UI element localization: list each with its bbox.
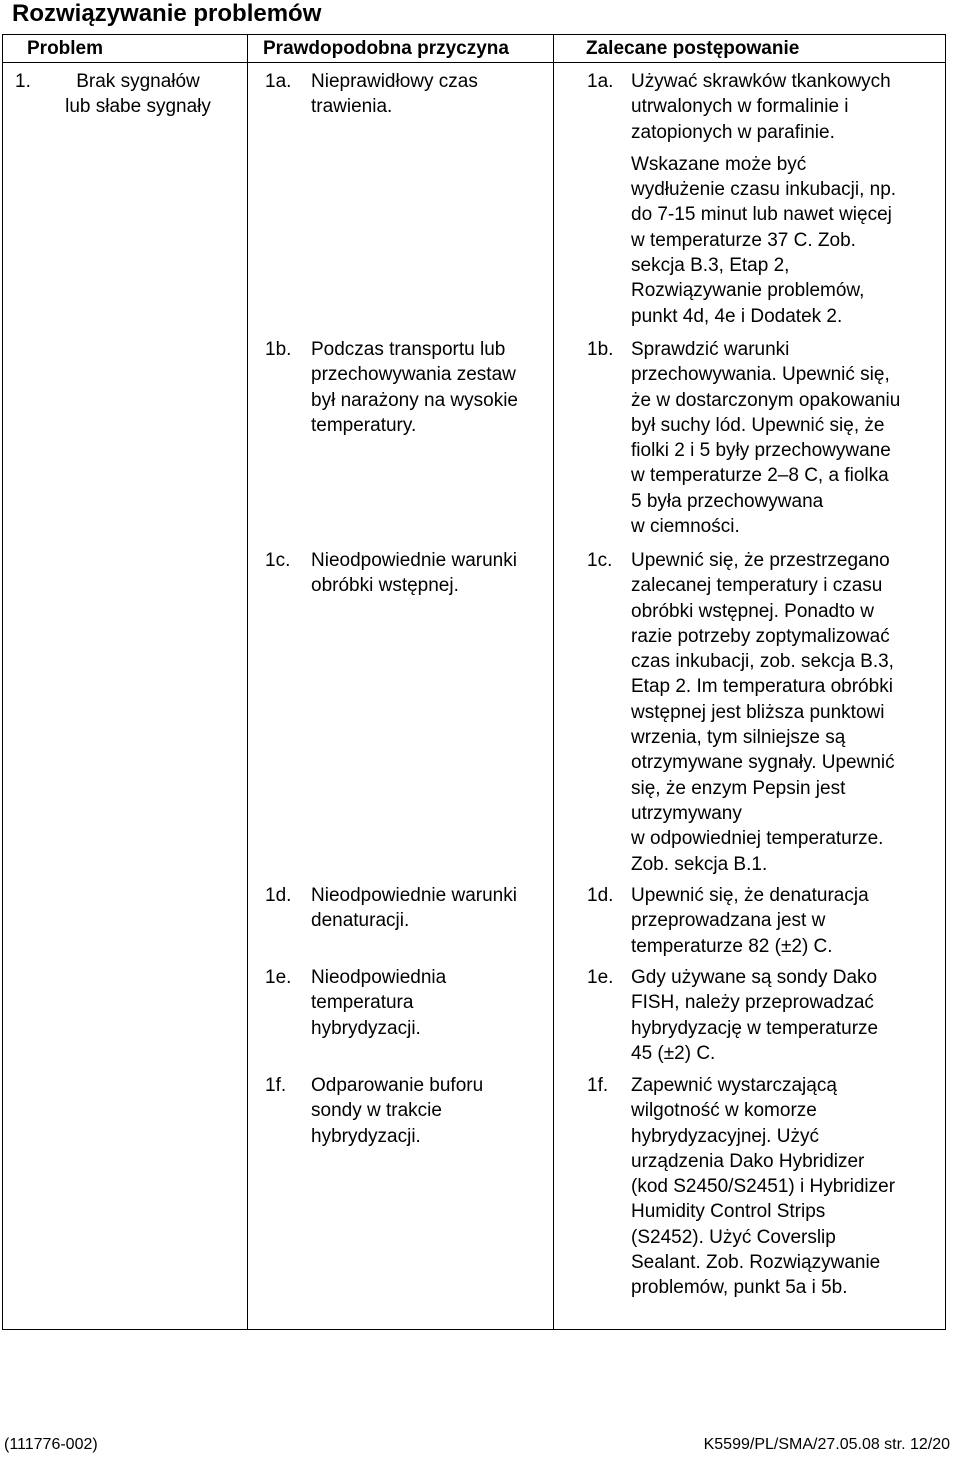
cause-line: temperatury.	[311, 414, 417, 436]
problem-line: Brak sygnałów	[76, 71, 200, 92]
action-line: się, że enzym Pepsin jest	[631, 777, 846, 799]
action-line: Upewnić się, że przestrzegano	[631, 550, 890, 571]
action-line: Wskazane może być	[631, 153, 807, 175]
action-line: zalecanej temperatury i czasu	[631, 575, 883, 597]
action-line: czas inkubacji, zob. sekcja B.3,	[631, 651, 894, 673]
header-problem: Problem	[27, 38, 104, 59]
action-line: do 7-15 minut lub nawet więcej	[631, 204, 892, 226]
action-line: (S2452). Użyć Coverslip	[631, 1226, 836, 1248]
action-line: w odpowiedniej temperaturze.	[631, 828, 884, 850]
action-line: wydłużenie czasu inkubacji, np.	[631, 179, 897, 201]
action-line: Zob. sekcja B.1.	[631, 853, 768, 875]
action-line: razie potrzeby zoptymalizować	[631, 625, 890, 647]
action-number: 1a.	[587, 71, 614, 92]
action-line: hybrydyzację w temperaturze	[631, 1017, 879, 1039]
action-line: obróbki wstępnej. Ponadto w	[631, 600, 874, 622]
column-divider	[553, 35, 554, 1329]
cause-line: był narażony na wysokie	[311, 389, 518, 411]
cause-number: 1f.	[265, 1075, 287, 1096]
action-line: przechowywania. Upewnić się,	[631, 364, 890, 386]
cause-line: obróbki wstępnej.	[311, 575, 459, 597]
action-number: 1f.	[587, 1075, 609, 1096]
cause-number: 1b.	[265, 339, 292, 360]
action-line: otrzymywane sygnały. Upewnić	[631, 752, 895, 774]
action-line: Zapewnić wystarczającą	[631, 1075, 837, 1096]
action-line: Sprawdzić warunki	[631, 339, 790, 360]
action-line: był suchy lód. Upewnić się, że	[631, 414, 885, 436]
action-line: FISH, należy przeprowadzać	[631, 992, 874, 1014]
problem-line: lub słabe sygnały	[65, 96, 211, 118]
action-line: Gdy używane są sondy Dako	[631, 967, 878, 988]
action-line: w ciemności.	[631, 516, 740, 538]
cause-line: Nieodpowiednie warunki	[311, 885, 517, 906]
action-line: utrzymywany	[631, 802, 742, 824]
action-line: że w dostarczonym opakowaniu	[631, 389, 901, 411]
action-line: 5 była przechowywana	[631, 490, 824, 512]
action-line: przeprowadzana jest w	[631, 910, 826, 932]
action-line: problemów, punkt 5a i 5b.	[631, 1277, 848, 1299]
cause-line: Nieprawidłowy czas	[311, 71, 478, 92]
cause-number: 1d.	[265, 885, 292, 906]
action-line: Humidity Control Strips	[631, 1201, 826, 1223]
action-line: punkt 4d, 4e i Dodatek 2.	[631, 305, 843, 327]
troubleshooting-table	[2, 34, 946, 1330]
action-line: fiolki 2 i 5 były przechowywane	[631, 440, 891, 462]
action-line: Rozwiązywanie problemów,	[631, 280, 865, 302]
action-number: 1b.	[587, 339, 614, 360]
header-cause: Prawdopodobna przyczyna	[263, 38, 509, 59]
action-number: 1d.	[587, 885, 614, 906]
cause-number: 1c.	[265, 550, 291, 571]
cause-line: przechowywania zestaw	[311, 364, 516, 386]
action-line: wilgotność w komorze	[631, 1100, 817, 1122]
cause-line: hybrydyzacji.	[311, 1125, 421, 1147]
cause-line: Nieodpowiednie warunki	[311, 550, 517, 571]
action-number: 1e.	[587, 967, 614, 988]
cause-line: denaturacji.	[311, 910, 410, 932]
header-action: Zalecane postępowanie	[586, 38, 800, 59]
cause-line: hybrydyzacji.	[311, 1017, 421, 1039]
action-line: Upewnić się, że denaturacja	[631, 885, 869, 906]
action-line: temperaturze 82 (±2) C.	[631, 935, 833, 957]
action-line: urządzenia Dako Hybridizer	[631, 1150, 865, 1172]
action-line: zatopionych w parafinie.	[631, 121, 835, 143]
cause-line: sondy w trakcie	[311, 1100, 442, 1122]
cause-line: Nieodpowiednia	[311, 967, 447, 988]
action-line: utrwalonych w formalinie i	[631, 96, 849, 118]
problem-number: 1.	[15, 71, 31, 92]
action-line: w temperaturze 37 C. Zob.	[631, 229, 856, 251]
action-line: sekcja B.3, Etap 2,	[631, 255, 790, 277]
action-line: 45 (±2) C.	[631, 1042, 716, 1064]
cause-number: 1e.	[265, 967, 292, 988]
cause-line: temperatura	[311, 992, 414, 1014]
cause-line: Odparowanie buforu	[311, 1075, 484, 1096]
column-divider	[247, 35, 248, 1329]
action-line: hybrydyzacyjnej. Użyć	[631, 1125, 819, 1147]
action-line: Etap 2. Im temperatura obróbki	[631, 676, 893, 698]
action-line: Sealant. Zob. Rozwiązywanie	[631, 1252, 881, 1274]
cause-line: Podczas transportu lub	[311, 339, 506, 360]
action-line: w temperaturze 2–8 C, a fiolka	[631, 465, 889, 487]
action-number: 1c.	[587, 550, 613, 571]
action-line: wstępnej jest bliższa punktowi	[631, 701, 885, 723]
action-line: (kod S2450/S2451) i Hybridizer	[631, 1176, 896, 1198]
page-title: Rozwiązywanie problemów	[12, 0, 322, 27]
cause-line: trawienia.	[311, 96, 393, 118]
page-reference: K5599/PL/SMA/27.05.08 str. 12/20	[703, 1436, 950, 1453]
document-code: (111776-002)	[4, 1436, 98, 1453]
cause-number: 1a.	[265, 71, 292, 92]
table-header	[3, 35, 945, 63]
action-line: Używać skrawków tkankowych	[631, 71, 891, 92]
action-line: wrzenia, tym silniejsze są	[631, 727, 846, 749]
